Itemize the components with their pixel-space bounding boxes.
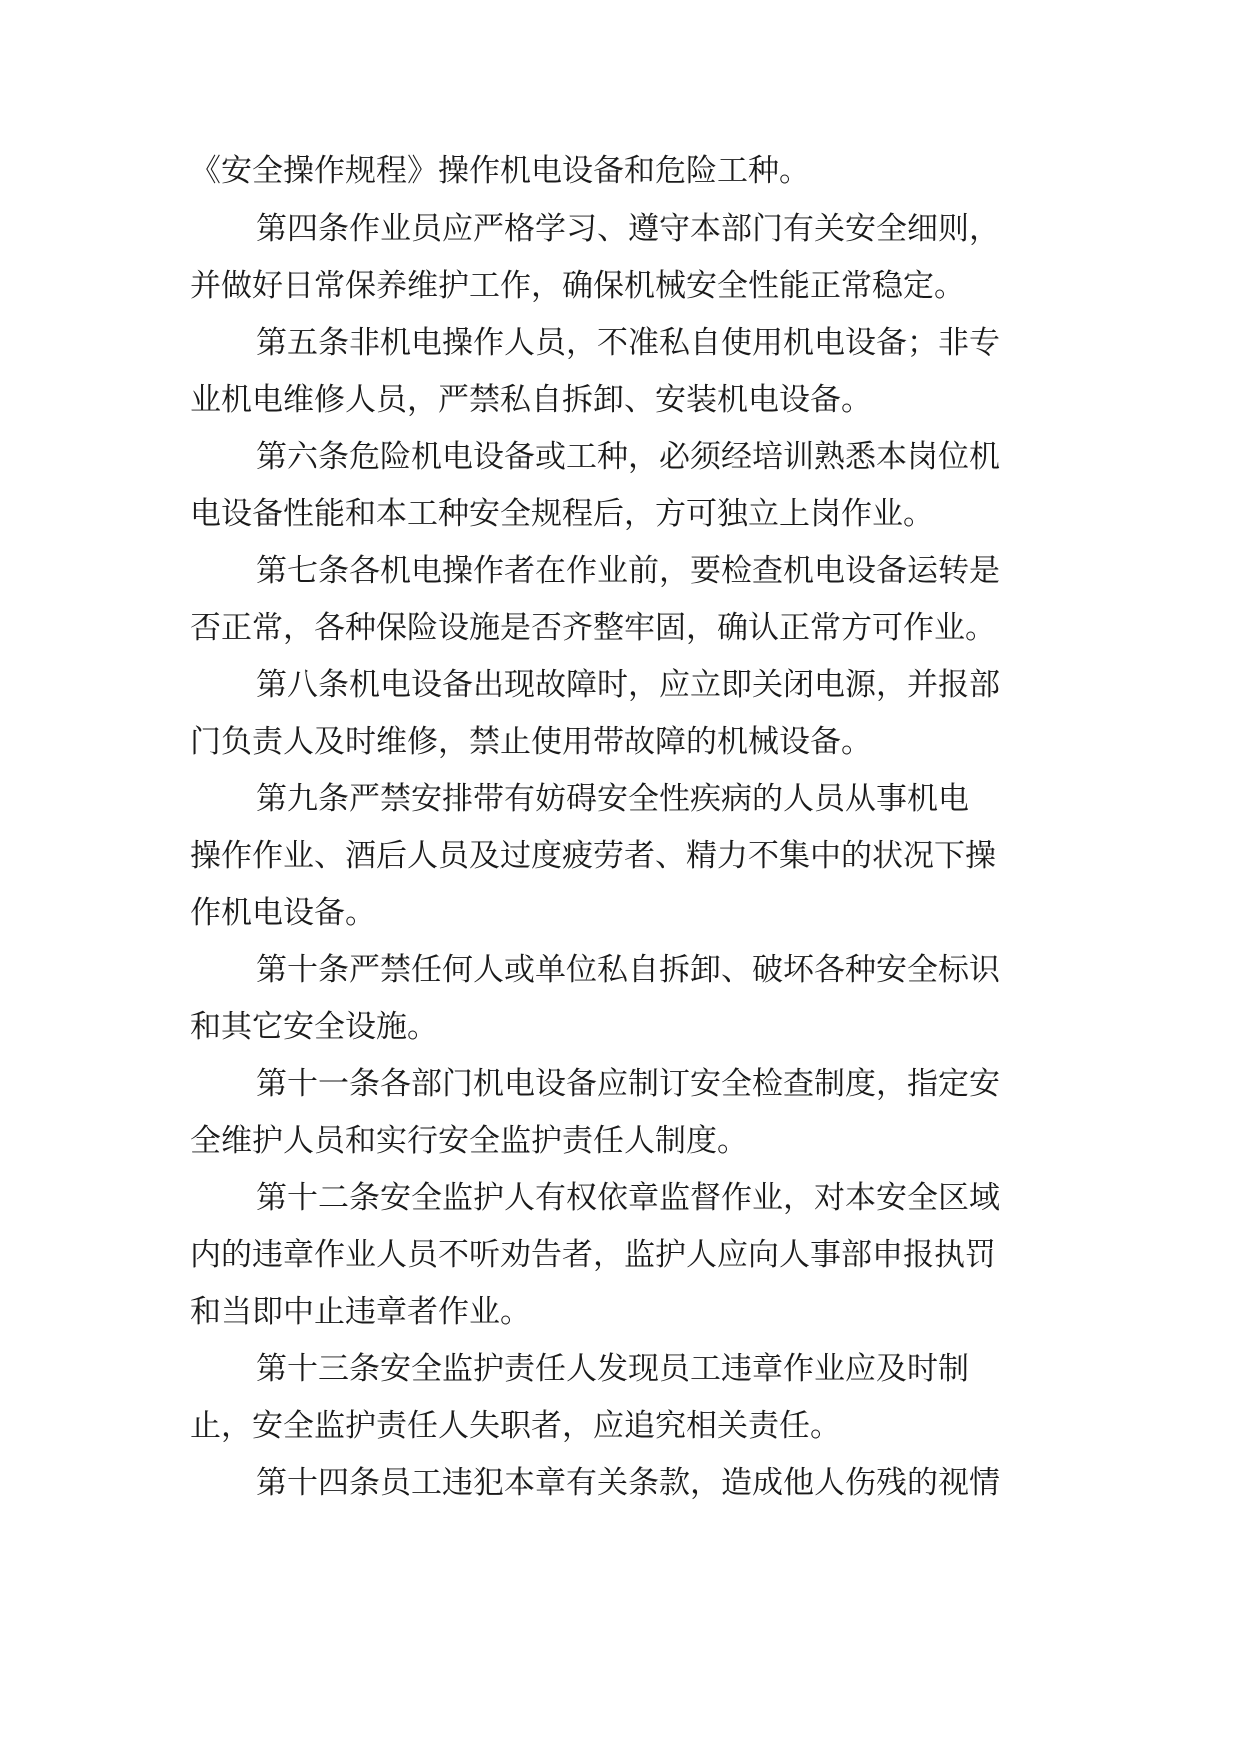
text-line: 电设备性能和本工种安全规程后，方可独立上岗作业。 [190, 496, 934, 532]
text-line: 和其它安全设施。 [190, 1009, 438, 1045]
text-line: 第四条作业员应严格学习、遵守本部门有关安全细则， [256, 211, 1000, 247]
text-line: 作机电设备。 [190, 895, 376, 931]
text-line: 业机电维修人员，严禁私自拆卸、安装机电设备。 [190, 382, 872, 418]
text-line: 否正常，各种保险设施是否齐整牢固，确认正常方可作业。 [190, 610, 996, 646]
text-line: 止，安全监护责任人失职者，应追究相关责任。 [190, 1408, 841, 1444]
text-line: 并做好日常保养维护工作，确保机械安全性能正常稳定。 [190, 268, 965, 304]
text-line: 操作作业、酒后人员及过度疲劳者、精力不集中的状况下操 [190, 838, 996, 874]
text-line: 第十三条安全监护责任人发现员工违章作业应及时制 [256, 1351, 969, 1387]
text-line: 《安全操作规程》操作机电设备和危险工种。 [190, 153, 810, 189]
text-line: 第十二条安全监护人有权依章监督作业，对本安全区域 [256, 1180, 1000, 1216]
text-line: 第七条各机电操作者在作业前，要检查机电设备运转是 [256, 553, 1000, 589]
text-line: 第八条机电设备出现故障时，应立即关闭电源，并报部 [256, 667, 1000, 703]
text-line: 全维护人员和实行安全监护责任人制度。 [190, 1123, 748, 1159]
text-line: 第六条危险机电设备或工种，必须经培训熟悉本岗位机 [256, 439, 1000, 475]
text-line: 第五条非机电操作人员，不准私自使用机电设备；非专 [256, 325, 1000, 361]
text-line: 内的违章作业人员不听劝告者，监护人应向人事部申报执罚 [190, 1237, 996, 1273]
text-line: 第九条严禁安排带有妨碍安全性疾病的人员从事机电 [256, 781, 969, 817]
text-line: 第十四条员工违犯本章有关条款，造成他人伤残的视情 [256, 1465, 1000, 1501]
text-line: 和当即中止违章者作业。 [190, 1294, 531, 1330]
text-line: 门负责人及时维修，禁止使用带故障的机械设备。 [190, 724, 872, 760]
text-line: 第十条严禁任何人或单位私自拆卸、破坏各种安全标识 [256, 952, 1000, 988]
text-line: 第十一条各部门机电设备应制订安全检查制度，指定安 [256, 1066, 1000, 1102]
